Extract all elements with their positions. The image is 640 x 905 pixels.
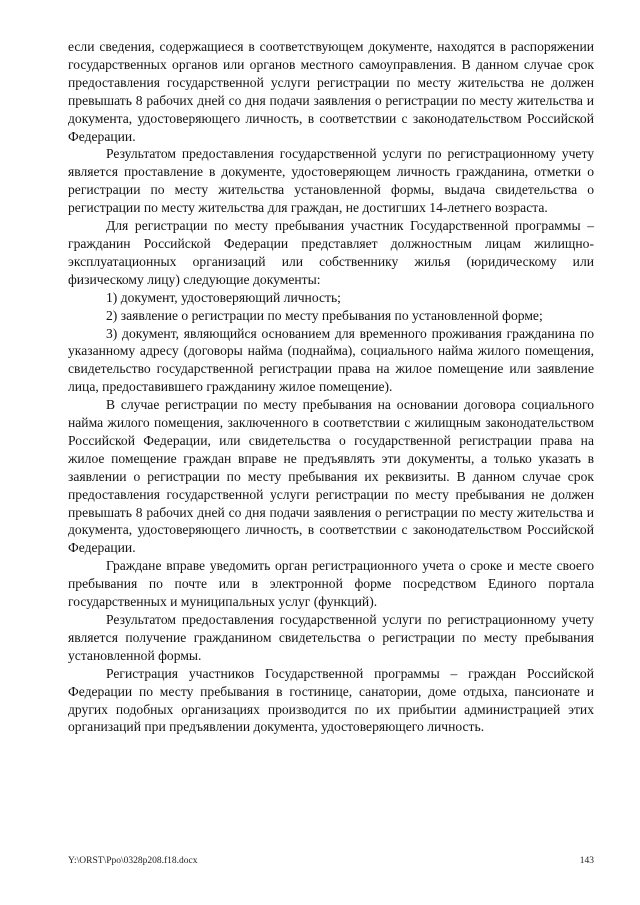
list-item-basis-document: 3) документ, являющийся основанием для временного проживания гражданина по указанному адресу (договоры найма (поднайма), социального найма жилого помещения, свидетельство государственной регистрации права на жилое помещение или заявление лица, предоставившего гражданину жилое помещение).	[68, 325, 594, 395]
paragraph-continuation: если сведения, содержащиеся в соответствующем документе, находятся в распоряжении государственных органов или органов местного самоуправления. В данном случае срок предоставления государственной услуги регистрации по месту жительства не должен превышать 8 рабочих дней со дня подачи заявления о регистрации по месту жительства и документа, удостоверяющего личность, в соответствии с законодательством Российской Федерации.	[68, 39, 594, 144]
list-item-identity-document: 1) документ, удостоверяющий личность;	[106, 289, 341, 305]
list-item-application: 2) заявление о регистрации по месту пребывания по установленной форме;	[106, 307, 543, 323]
page-number: 143	[579, 856, 594, 866]
paragraph-registration-result: Результатом предоставления государственной услуги по регистрационному учету является проставление в документе, удостоверяющем личность гражданина, отметки о регистрации по месту жительства установленной формы, выдача свидетельства о регистрации по месту жительства для граждан, не достигших 14-летнего возраста.	[68, 146, 594, 216]
paragraph-notification: Граждане вправе уведомить орган регистрационного учета о сроке и месте своего пребывания по почте или в электронной форме посредством Единого портала государственных и муниципальных услуг (функций).	[68, 558, 594, 610]
paragraph-stay-result: Результатом предоставления государственной услуги по регистрационному учету является получение гражданином свидетельства о регистрации по месту пребывания установленной формы.	[68, 612, 594, 663]
document-body	[68, 38, 594, 736]
paragraph-hotel-registration: Регистрация участников Государственной программы – граждан Российской Федерации по месту пребывания в гостинице, санатории, доме отдыха, пансионате и других подобных организациях производится по их прибытии администрацией этих организаций при предъявлении документа, удостоверяющего личность.	[68, 665, 594, 735]
paragraph-stay-documents-intro: Для регистрации по месту пребывания участник Государственной программы – гражданин Российской Федерации представляет должностным лицам жилищно-эксплуатационных организаций или собственнику жилья (юридическому или физическому лицу) следующие документы:	[68, 218, 594, 287]
paragraph-social-tenancy: В случае регистрации по месту пребывания на основании договора социального найма жилого помещения, заключенного в соответствии с жилищным законодательством Российской Федерации, или свидетельства о государственной регистрации права на жилое помещение граждан вправе не предъявлять эти документы, а только указать в заявлении о регистрации по месту пребывания их реквизиты. В данном случае срок предоставления государственной услуги регистрации по месту пребывания не должен превышать 8 рабочих дней со дня подачи заявления о регистрации по месту жительства и документа, удостоверяющего личность, в соответствии с законодательством Российской Федерации.	[68, 397, 594, 556]
page-footer	[68, 856, 594, 866]
footer-file-path: Y:\ORST\Ppo\0328p208.f18.docx	[68, 856, 198, 866]
